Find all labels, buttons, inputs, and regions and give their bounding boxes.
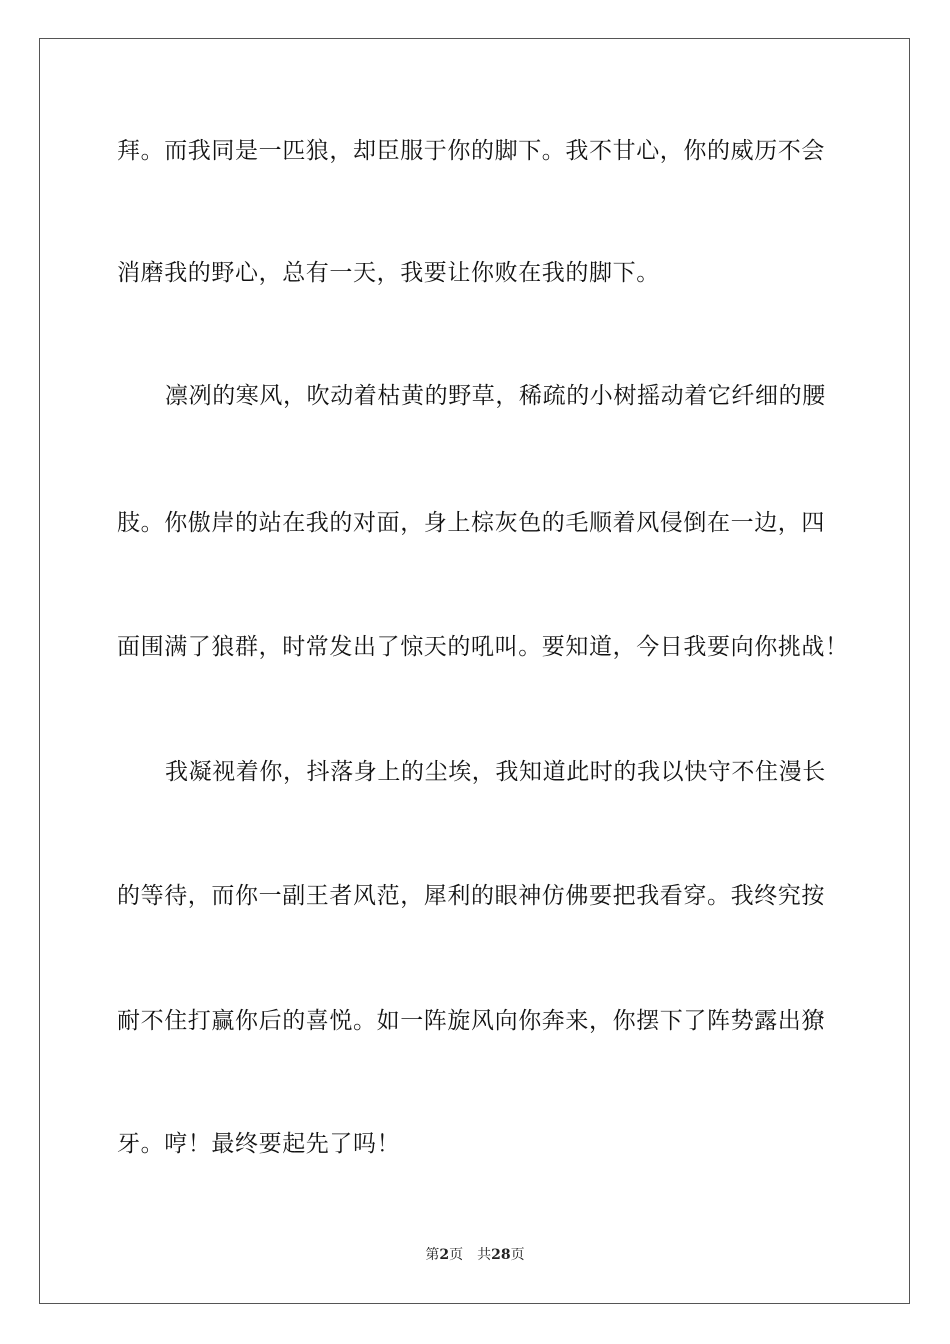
body-text-line: 肢。你傲岸的站在我的对面，身上棕灰色的毛顺着风侵倒在一边，四: [117, 510, 825, 536]
page-suffix: 页: [449, 1247, 464, 1263]
page-border: [39, 38, 910, 1304]
page-footer: [0, 1246, 950, 1264]
total-prefix: 共: [477, 1247, 492, 1263]
paragraph-start-line: 凛冽的寒风，吹动着枯黄的野草，稀疏的小树摇动着它纤细的腰: [165, 383, 826, 409]
paragraph-start-line: 我凝视着你，抖落身上的尘埃，我知道此时的我以快守不住漫长: [165, 759, 826, 785]
total-pages: 28: [491, 1247, 511, 1263]
body-text-line: 的等待，而你一副王者风范，犀利的眼神仿佛要把我看穿。我终究按: [117, 883, 825, 909]
body-text-line: 耐不住打赢你后的喜悦。如一阵旋风向你奔来，你摆下了阵势露出獠: [117, 1008, 825, 1034]
body-text-line: 牙。哼！最终要起先了吗！: [117, 1131, 401, 1157]
body-text-line: 面围满了狼群，时常发出了惊天的吼叫。要知道，今日我要向你挑战！: [117, 634, 849, 660]
body-text-line: 拜。而我同是一匹狼，却臣服于你的脚下。我不甘心，你的威历不会: [117, 138, 825, 164]
body-text-line: 消磨我的野心，总有一天，我要让你败在我的脚下。: [117, 260, 660, 286]
page-prefix: 第: [425, 1247, 440, 1263]
total-suffix: 页: [510, 1247, 525, 1263]
page-number: 2: [439, 1247, 450, 1263]
